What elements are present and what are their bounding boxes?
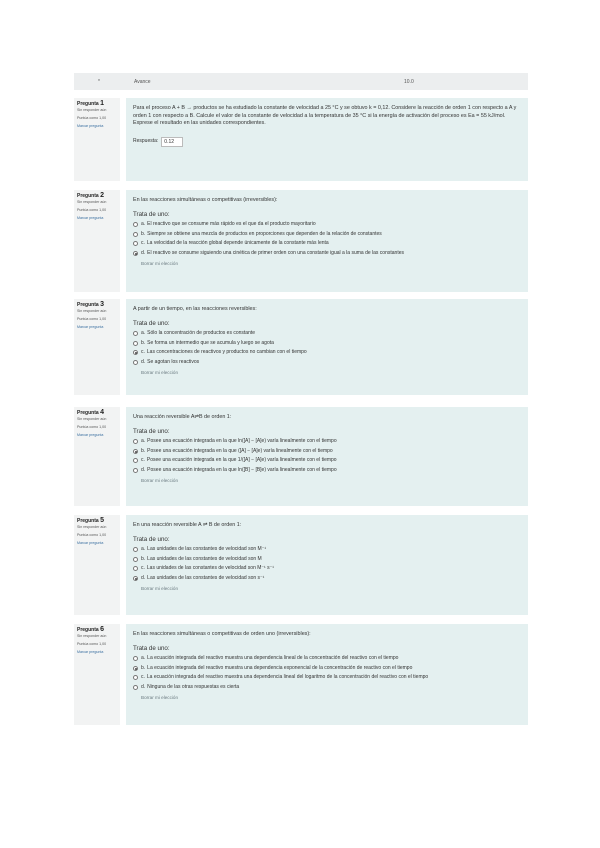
flag-question-link[interactable]: Marcar pregunta (77, 325, 104, 330)
question-score: Puntúa como 1,00 (77, 424, 107, 429)
question-score: Puntúa como 1,00 (77, 641, 107, 646)
question-text: A partir de un tiempo, en las reacciones reversibles: (133, 306, 257, 312)
question-info (74, 624, 120, 725)
question-status: Sin responder aún (77, 200, 107, 204)
clear-choice-link[interactable]: Borrar mi elección (141, 260, 179, 266)
select-one-label: Trata de uno: (133, 210, 170, 218)
answer-option[interactable]: b. Se forma un intermedio que se acumula y luego se agota (133, 340, 522, 347)
radio-button[interactable] (133, 656, 138, 661)
radio-button[interactable] (133, 547, 138, 552)
answer-option[interactable]: c. La ecuación integrada del reactivo muestra una dependencia lineal del logaritmo de la concentración del reactivo con el tiempo (133, 674, 522, 681)
question-status: Sin responder aún (77, 108, 107, 112)
question-score: Puntúa como 1,00 (77, 115, 107, 120)
answer-option[interactable]: b. La ecuación integrada del reactivo muestra una dependencia exponencial de la concentración de reactivo con el tiempo (133, 665, 522, 672)
flag-question-link[interactable]: Marcar pregunta (77, 216, 104, 221)
answer-option[interactable]: a. La ecuación integrada del reactivo muestra una dependencia lineal de la concentración del reactivo con el tiempo (133, 655, 522, 662)
question-info (74, 515, 120, 615)
question-content (126, 407, 528, 506)
answer-option[interactable]: c. Las concentraciones de reactivos y productos no cambian con el tiempo (133, 349, 522, 356)
header-col-3: 10.0 (404, 79, 414, 85)
answer-option[interactable]: b. Siempre se obtiene una mezcla de productos en proporciones que dependen de la relación de constantes (133, 231, 522, 238)
question-3 (74, 299, 528, 395)
select-one-label: Trata de uno: (133, 644, 170, 652)
radio-button-selected[interactable] (133, 251, 138, 256)
question-score: Puntúa como 1,00 (77, 207, 107, 212)
radio-button[interactable] (133, 222, 138, 227)
radio-button-selected[interactable] (133, 576, 138, 581)
radio-button[interactable] (133, 675, 138, 680)
radio-button[interactable] (133, 360, 138, 365)
answer-option[interactable]: d. El reactivo se consume siguiendo una cinética de primer orden con una constante igual a la suma de las constantes (133, 250, 522, 257)
radio-button[interactable] (133, 458, 138, 463)
radio-button[interactable] (133, 439, 138, 444)
clear-choice-link[interactable]: Borrar mi elección (141, 477, 179, 483)
clear-choice-link[interactable]: Borrar mi elección (141, 369, 179, 375)
quiz-header-bar (74, 73, 528, 90)
radio-button-selected[interactable] (133, 350, 138, 355)
radio-button-selected[interactable] (133, 666, 138, 671)
answer-option[interactable]: d. Ninguna de las otras respuestas es cierta (133, 684, 522, 691)
answer-option[interactable]: c. Posee una ecuación integrada en la que 1/([A] − [A]e) varía linealmente con el tiempo (133, 457, 522, 464)
answer-option[interactable]: d. Se agotan los reactivos (133, 359, 522, 366)
question-6 (74, 624, 528, 725)
select-one-label: Trata de uno: (133, 535, 170, 543)
answer-option[interactable]: a. El reactivo que se consume más rápido es el que da el producto mayoritario (133, 221, 522, 228)
answer-option[interactable]: c. La velocidad de la reacción global depende únicamente de la constante más lenta (133, 240, 522, 247)
answer-option[interactable]: b. Las unidades de las constantes de velocidad son M (133, 556, 522, 563)
answer-option[interactable]: b. Posee una ecuación integrada en la que ([A] − [A]e) varía linealmente con el tiempo (133, 448, 522, 455)
question-content (126, 624, 528, 725)
clear-choice-link[interactable]: Borrar mi elección (141, 694, 179, 700)
answer-option[interactable]: d. Las unidades de las constantes de velocidad son s⁻¹ (133, 575, 522, 582)
question-number: Pregunta 5 (77, 517, 104, 524)
question-4 (74, 407, 528, 506)
question-text: En una reacción reversible A ⇌ B de orden 1: (133, 522, 242, 528)
question-status: Sin responder aún (77, 525, 107, 529)
radio-button[interactable] (133, 232, 138, 237)
radio-button[interactable] (133, 341, 138, 346)
question-status: Sin responder aún (77, 634, 107, 638)
question-info (74, 190, 120, 292)
question-status: Sin responder aún (77, 309, 107, 313)
radio-button-selected[interactable] (133, 449, 138, 454)
question-content (126, 515, 528, 615)
question-number: Pregunta 2 (77, 192, 104, 199)
question-5 (74, 515, 528, 615)
question-content (126, 98, 528, 181)
question-info (74, 407, 120, 506)
question-status: Sin responder aún (77, 417, 107, 421)
question-text: En las reacciones simultáneas o competitivas de orden uno (irreversibles): (133, 631, 311, 637)
answer-input[interactable]: 0.12 (161, 137, 183, 147)
question-text: Una reacción reversible A⇌B de orden 1: (133, 414, 232, 420)
question-text: En las reacciones simultáneas o competitivas (irreversibles): (133, 197, 278, 203)
answer-option[interactable]: a. Sólo la concentración de productos es constante (133, 330, 522, 337)
question-1 (74, 98, 528, 181)
select-one-label: Trata de uno: (133, 319, 170, 327)
radio-button[interactable] (133, 685, 138, 690)
answer-label: Respuesta: (133, 137, 159, 144)
clear-choice-link[interactable]: Borrar mi elección (141, 585, 179, 591)
question-info (74, 299, 120, 395)
question-content (126, 190, 528, 292)
header-col-1: * (98, 79, 100, 85)
header-col-2: Avance (134, 79, 151, 85)
question-content (126, 299, 528, 395)
flag-question-link[interactable]: Marcar pregunta (77, 541, 104, 546)
question-2 (74, 190, 528, 292)
question-number: Pregunta 6 (77, 626, 104, 633)
question-number: Pregunta 1 (77, 100, 104, 107)
flag-question-link[interactable]: Marcar pregunta (77, 124, 104, 129)
select-one-label: Trata de uno: (133, 427, 170, 435)
radio-button[interactable] (133, 468, 138, 473)
answer-option[interactable]: d. Posee una ecuación integrada en la que ln([B] − [B]e) varía linealmente con el tiempo (133, 467, 522, 474)
radio-button[interactable] (133, 331, 138, 336)
answer-option[interactable]: c. Las unidades de las constantes de velocidad son M⁻¹ s⁻¹ (133, 565, 522, 572)
radio-button[interactable] (133, 241, 138, 246)
question-score: Puntúa como 1,00 (77, 316, 107, 321)
radio-button[interactable] (133, 566, 138, 571)
question-text: Para el proceso A + B → productos se ha estudiado la constante de velocidad a 25 °C y se obtuvo k = 0,12. Considere la reacción de orden 1 con respecto a A y orden 1 con respecto a B. Calcule el valor de la constante de velocidad a la temperatura de 35 °C si la energía de activación del proceso es Ea = 55 kJ/mol. Exprese el resultado en las unidades correspondientes. (133, 105, 517, 127)
question-number: Pregunta 4 (77, 409, 104, 416)
answer-option[interactable]: a. Las unidades de las constantes de velocidad son M⁻¹ (133, 546, 522, 553)
answer-option[interactable]: a. Posee una ecuación integrada en la que ln([A] − [A]e) varía linealmente con el tiempo (133, 438, 522, 445)
question-info (74, 98, 120, 181)
flag-question-link[interactable]: Marcar pregunta (77, 433, 104, 438)
radio-button[interactable] (133, 557, 138, 562)
flag-question-link[interactable]: Marcar pregunta (77, 650, 104, 655)
question-score: Puntúa como 1,00 (77, 532, 107, 537)
question-number: Pregunta 3 (77, 301, 104, 308)
